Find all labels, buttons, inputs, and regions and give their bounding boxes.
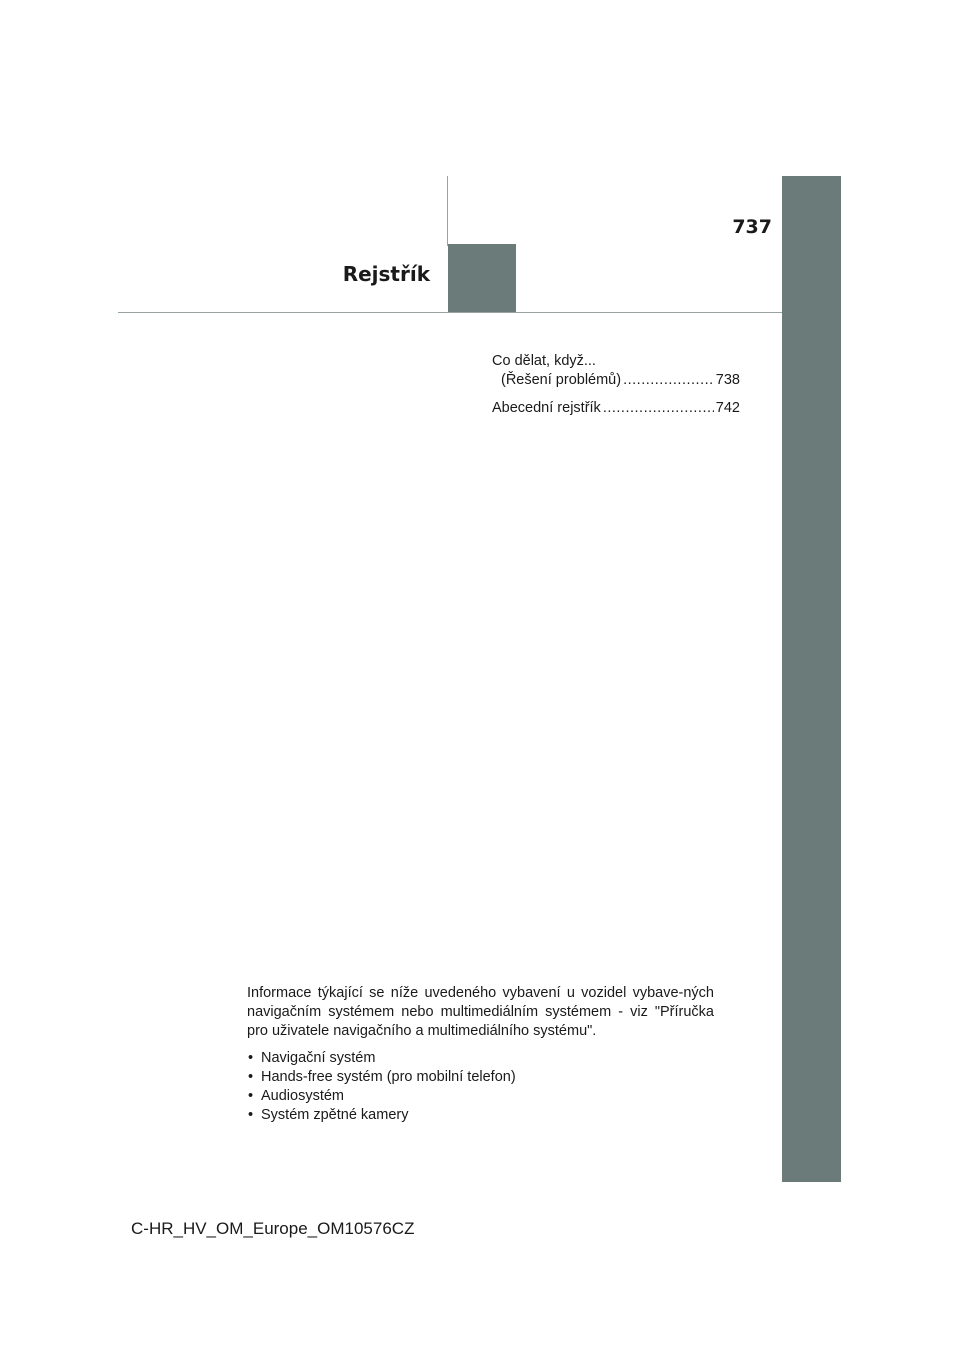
document-code: C-HR_HV_OM_Europe_OM10576CZ xyxy=(131,1219,415,1238)
info-paragraph: Informace týkající se níže uvedeného vybavení u vozidel vybave-ných navigačním systémem nebo multimediálním systémem - viz "Příručka pro uživatele navigačního a multimediálního systému". xyxy=(247,985,714,1039)
toc-entry-subtitle: (Řešení problémů) xyxy=(501,372,622,388)
list-item: • Systém zpětné kamery xyxy=(247,1106,714,1125)
toc-entry-line xyxy=(492,371,740,390)
toc-entry-troubleshooting[interactable] xyxy=(492,352,740,390)
toc-page-number: 738 xyxy=(715,372,740,388)
toc-page-number: 742 xyxy=(715,400,740,416)
equipment-list xyxy=(247,1049,714,1125)
navigation-info-block xyxy=(247,984,714,1125)
page-number: 737 xyxy=(732,216,772,238)
section-edge-tab xyxy=(782,176,841,1182)
toc-leader-dots xyxy=(603,399,714,418)
list-item: • Hands-free systém (pro mobilní telefon) xyxy=(247,1068,714,1087)
table-of-contents xyxy=(492,352,740,427)
toc-entry-line xyxy=(492,399,740,418)
list-item: • Audiosystém xyxy=(247,1087,714,1106)
header-vertical-rule xyxy=(447,176,448,246)
toc-entry-title: Co dělat, když... xyxy=(492,353,596,369)
chapter-marker-box xyxy=(448,244,516,313)
toc-entry-alphabetical-index[interactable] xyxy=(492,399,740,418)
toc-leader-dots xyxy=(623,371,714,390)
list-item: • Navigační systém xyxy=(247,1049,714,1068)
toc-entry-line xyxy=(492,352,740,371)
chapter-title: Rejstřík xyxy=(342,262,430,286)
header-horizontal-rule xyxy=(118,312,782,313)
toc-entry-title: Abecední rejstřík xyxy=(492,400,601,416)
